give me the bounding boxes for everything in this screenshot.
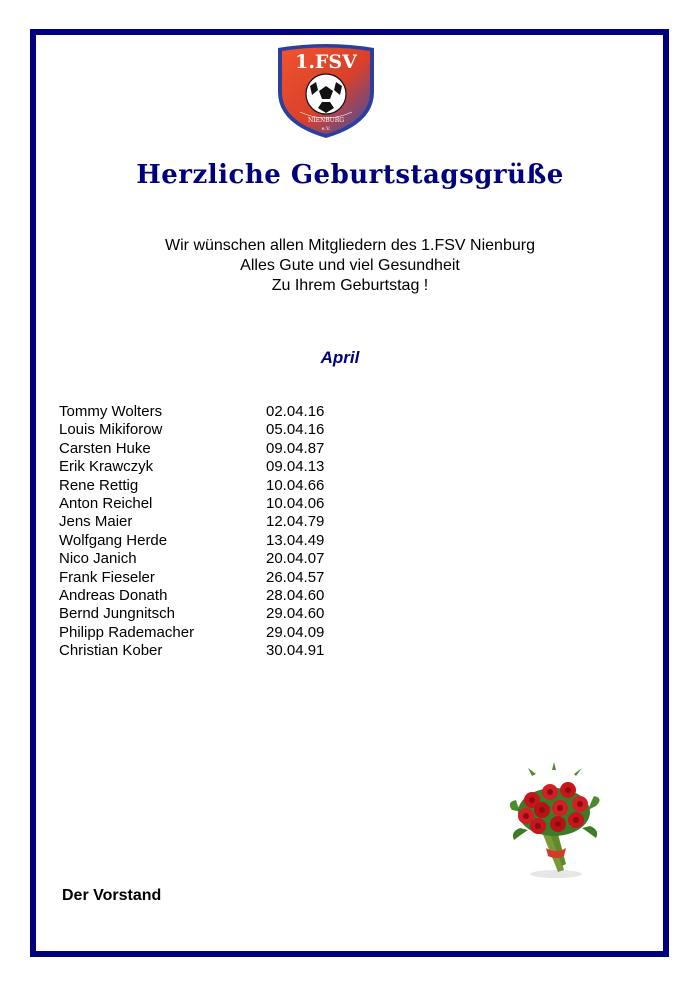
list-item (59, 440, 359, 458)
crest-suffix-text: e.V. (321, 126, 331, 132)
member-birthdate: 09.04.87 (266, 439, 325, 457)
rose-bouquet-image (502, 762, 608, 880)
list-item (59, 569, 359, 587)
crest-city-text: NIENBURG (307, 117, 345, 124)
member-name: Erik Krawczyk (59, 458, 154, 476)
member-name: Frank Fieseler (59, 568, 155, 586)
member-birthdate: 05.04.16 (266, 421, 325, 439)
member-name: Rene Rettig (59, 476, 139, 494)
member-name: Bernd Jungnitsch (59, 605, 175, 623)
member-birthdate: 13.04.49 (266, 531, 325, 549)
member-birthdate: 09.04.13 (266, 458, 325, 476)
greeting-text (0, 236, 700, 296)
list-item (59, 532, 359, 550)
list-item (59, 605, 359, 623)
list-item (59, 495, 359, 513)
signature: Der Vorstand (62, 887, 162, 904)
month-heading: April (320, 348, 360, 367)
member-name: Andreas Donath (59, 586, 168, 604)
member-name: Carsten Huke (59, 439, 151, 457)
crest-name-text: 1.FSV (295, 51, 357, 73)
member-birthdate: 02.04.16 (266, 403, 325, 420)
member-birthdate: 26.04.57 (266, 568, 325, 586)
member-name: Christian Kober (59, 642, 163, 660)
member-name: Tommy Wolters (59, 403, 163, 420)
list-item (59, 550, 359, 568)
member-birthdate: 10.04.66 (266, 476, 325, 494)
member-birthdate: 12.04.79 (266, 513, 325, 531)
list-item (59, 403, 359, 421)
member-name: Anton Reichel (59, 494, 153, 512)
member-name: Nico Janich (59, 550, 137, 568)
birthday-list (59, 403, 359, 660)
member-name: Louis Mikiforow (59, 421, 163, 439)
member-birthdate: 20.04.07 (266, 550, 325, 568)
member-birthdate: 29.04.09 (266, 623, 325, 641)
member-birthdate: 10.04.06 (266, 494, 325, 512)
list-item (59, 642, 359, 660)
member-birthdate: 29.04.60 (266, 605, 325, 623)
greeting-line-1: Wir wünschen allen Mitgliedern des 1.FSV Nienburg (165, 237, 535, 254)
list-item (59, 458, 359, 476)
list-item (59, 421, 359, 439)
greeting-line-2: Alles Gute und viel Gesundheit (240, 257, 460, 274)
list-item (59, 587, 359, 605)
list-item (59, 624, 359, 642)
member-birthdate: 28.04.60 (266, 586, 325, 604)
page-title: Herzliche Geburtstagsgrüße (136, 160, 564, 190)
greeting-line-3: Zu Ihrem Geburtstag ! (271, 277, 429, 294)
club-crest-logo (274, 42, 378, 140)
member-name: Jens Maier (59, 513, 133, 531)
member-name: Philipp Rademacher (59, 623, 195, 641)
member-birthdate: 30.04.91 (266, 642, 325, 660)
list-item (59, 477, 359, 495)
list-item (59, 513, 359, 531)
member-name: Wolfgang Herde (59, 531, 168, 549)
